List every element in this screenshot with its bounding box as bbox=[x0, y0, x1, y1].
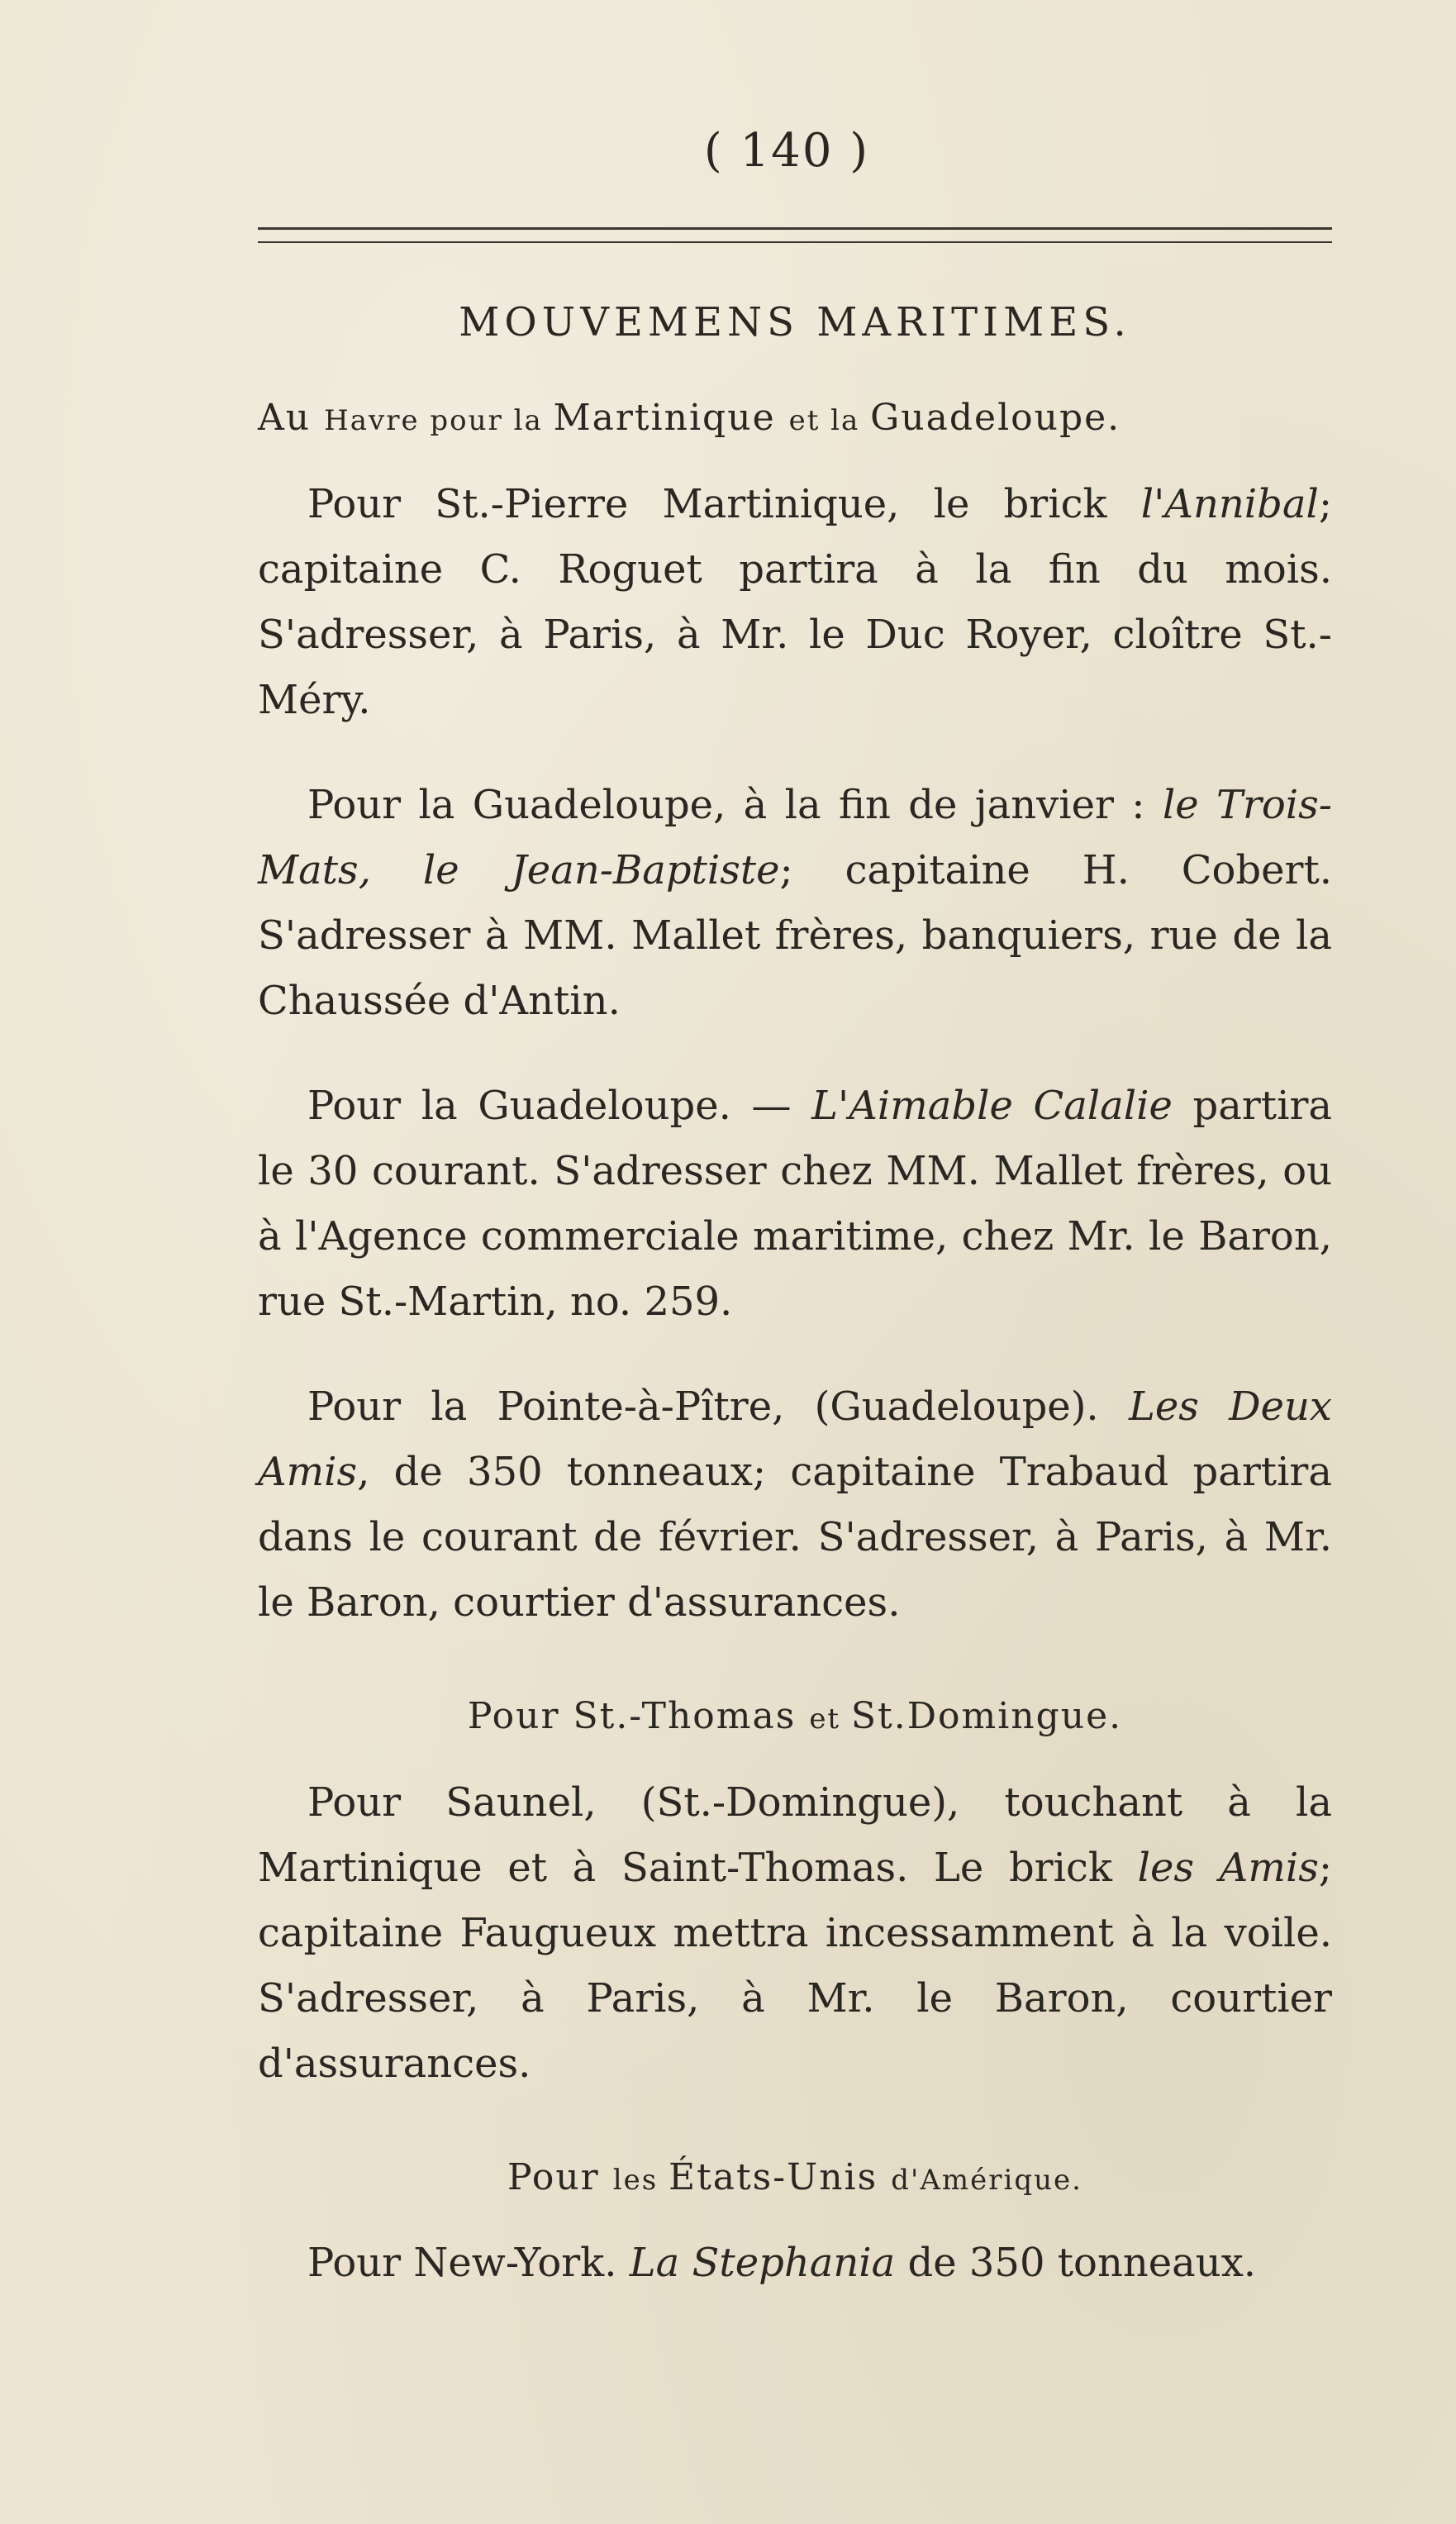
text: , de 350 tonneaux; capitaine Trabaud partira dans le courant de février. S'adresser, à Paris, à Mr. le Baron, courtier d'assurances. bbox=[258, 1448, 1332, 1626]
page-title: MOUVEMENS MARITIMES. bbox=[459, 299, 1131, 345]
text: ; capitaine Faugueux mettra incessamment à la voile. S'adresser, à Paris, à Mr. le Baron, courtier d'assurances. bbox=[258, 1844, 1332, 2087]
paragraph-trois-mats bbox=[258, 773, 1332, 1034]
text: Pour New-York. bbox=[307, 2240, 630, 2287]
text: ; capitaine H. Cobert. S'adresser à MM. Mallet frères, banquiers, rue de la Chaussée d'Antin. bbox=[258, 846, 1333, 1024]
text: Pour la Pointe-à-Pître, (Guadeloupe). bbox=[307, 1383, 1129, 1430]
text: Pour St.-Pierre Martinique, le brick bbox=[307, 480, 1141, 527]
ship-name: les Amis bbox=[1137, 1844, 1319, 1891]
paragraph-annibal bbox=[258, 472, 1332, 733]
paragraph-les-amis bbox=[258, 1770, 1332, 2097]
text: ; capitaine C. Roguet partira à la fin du mois. S'adresser, à Paris, à Mr. le Duc Royer, cloître St.-Méry. bbox=[258, 480, 1332, 723]
ship-name: le Trois-Mats, le Jean-Baptiste bbox=[258, 781, 1333, 893]
section-heading-martinique bbox=[258, 397, 1332, 441]
heading-part: Guadeloupe. bbox=[870, 397, 1121, 439]
heading-part: Au bbox=[258, 397, 325, 439]
heading-part: Martinique bbox=[553, 397, 789, 439]
heading-part: d'Amérique. bbox=[891, 2163, 1082, 2197]
text: Pour la Guadeloupe, à la fin de janvier : bbox=[307, 781, 1163, 828]
heading-part: Pour bbox=[507, 2155, 613, 2198]
heading-part: les bbox=[612, 2163, 669, 2197]
header-rule bbox=[258, 227, 1332, 243]
paragraph-stephania bbox=[258, 2231, 1332, 2296]
page-number: ( 140 ) bbox=[703, 124, 870, 178]
heading-part: St.-Thomas bbox=[573, 1694, 810, 1737]
text: Pour Saunel, (St.-Domingue), touchant à la Martinique et à Saint-Thomas. Le brick bbox=[258, 1779, 1332, 1891]
section-heading-etats-unis bbox=[258, 2156, 1332, 2200]
heading-part: Havre pour la bbox=[324, 404, 554, 437]
ship-name: La Stephania bbox=[629, 2240, 896, 2287]
ship-name: Les Deux Amis bbox=[258, 1383, 1333, 1495]
heading-part: États-Unis bbox=[668, 2155, 892, 2198]
heading-part: et la bbox=[788, 404, 871, 437]
section-heading-st-thomas bbox=[258, 1695, 1332, 1739]
ship-name: L'Aimable Calalie bbox=[811, 1082, 1173, 1129]
heading-part: Pour bbox=[467, 1694, 573, 1737]
heading-part: et bbox=[809, 1702, 851, 1736]
paragraph-deux-amis bbox=[258, 1374, 1332, 1636]
ship-name: l'Annibal bbox=[1140, 480, 1319, 527]
text: de 350 tonneaux. bbox=[895, 2240, 1257, 2287]
text: partira le 30 courant. S'adresser chez MM. Mallet frères, ou à l'Agence commerciale maritime, chez Mr. le Baron, rue St.-Martin, no. 259. bbox=[258, 1082, 1333, 1325]
page bbox=[258, 124, 1332, 2336]
text: Pour la Guadeloupe. — bbox=[307, 1082, 812, 1129]
paragraph-aimable-calalie bbox=[258, 1074, 1332, 1335]
heading-part: St.Domingue. bbox=[850, 1694, 1123, 1737]
